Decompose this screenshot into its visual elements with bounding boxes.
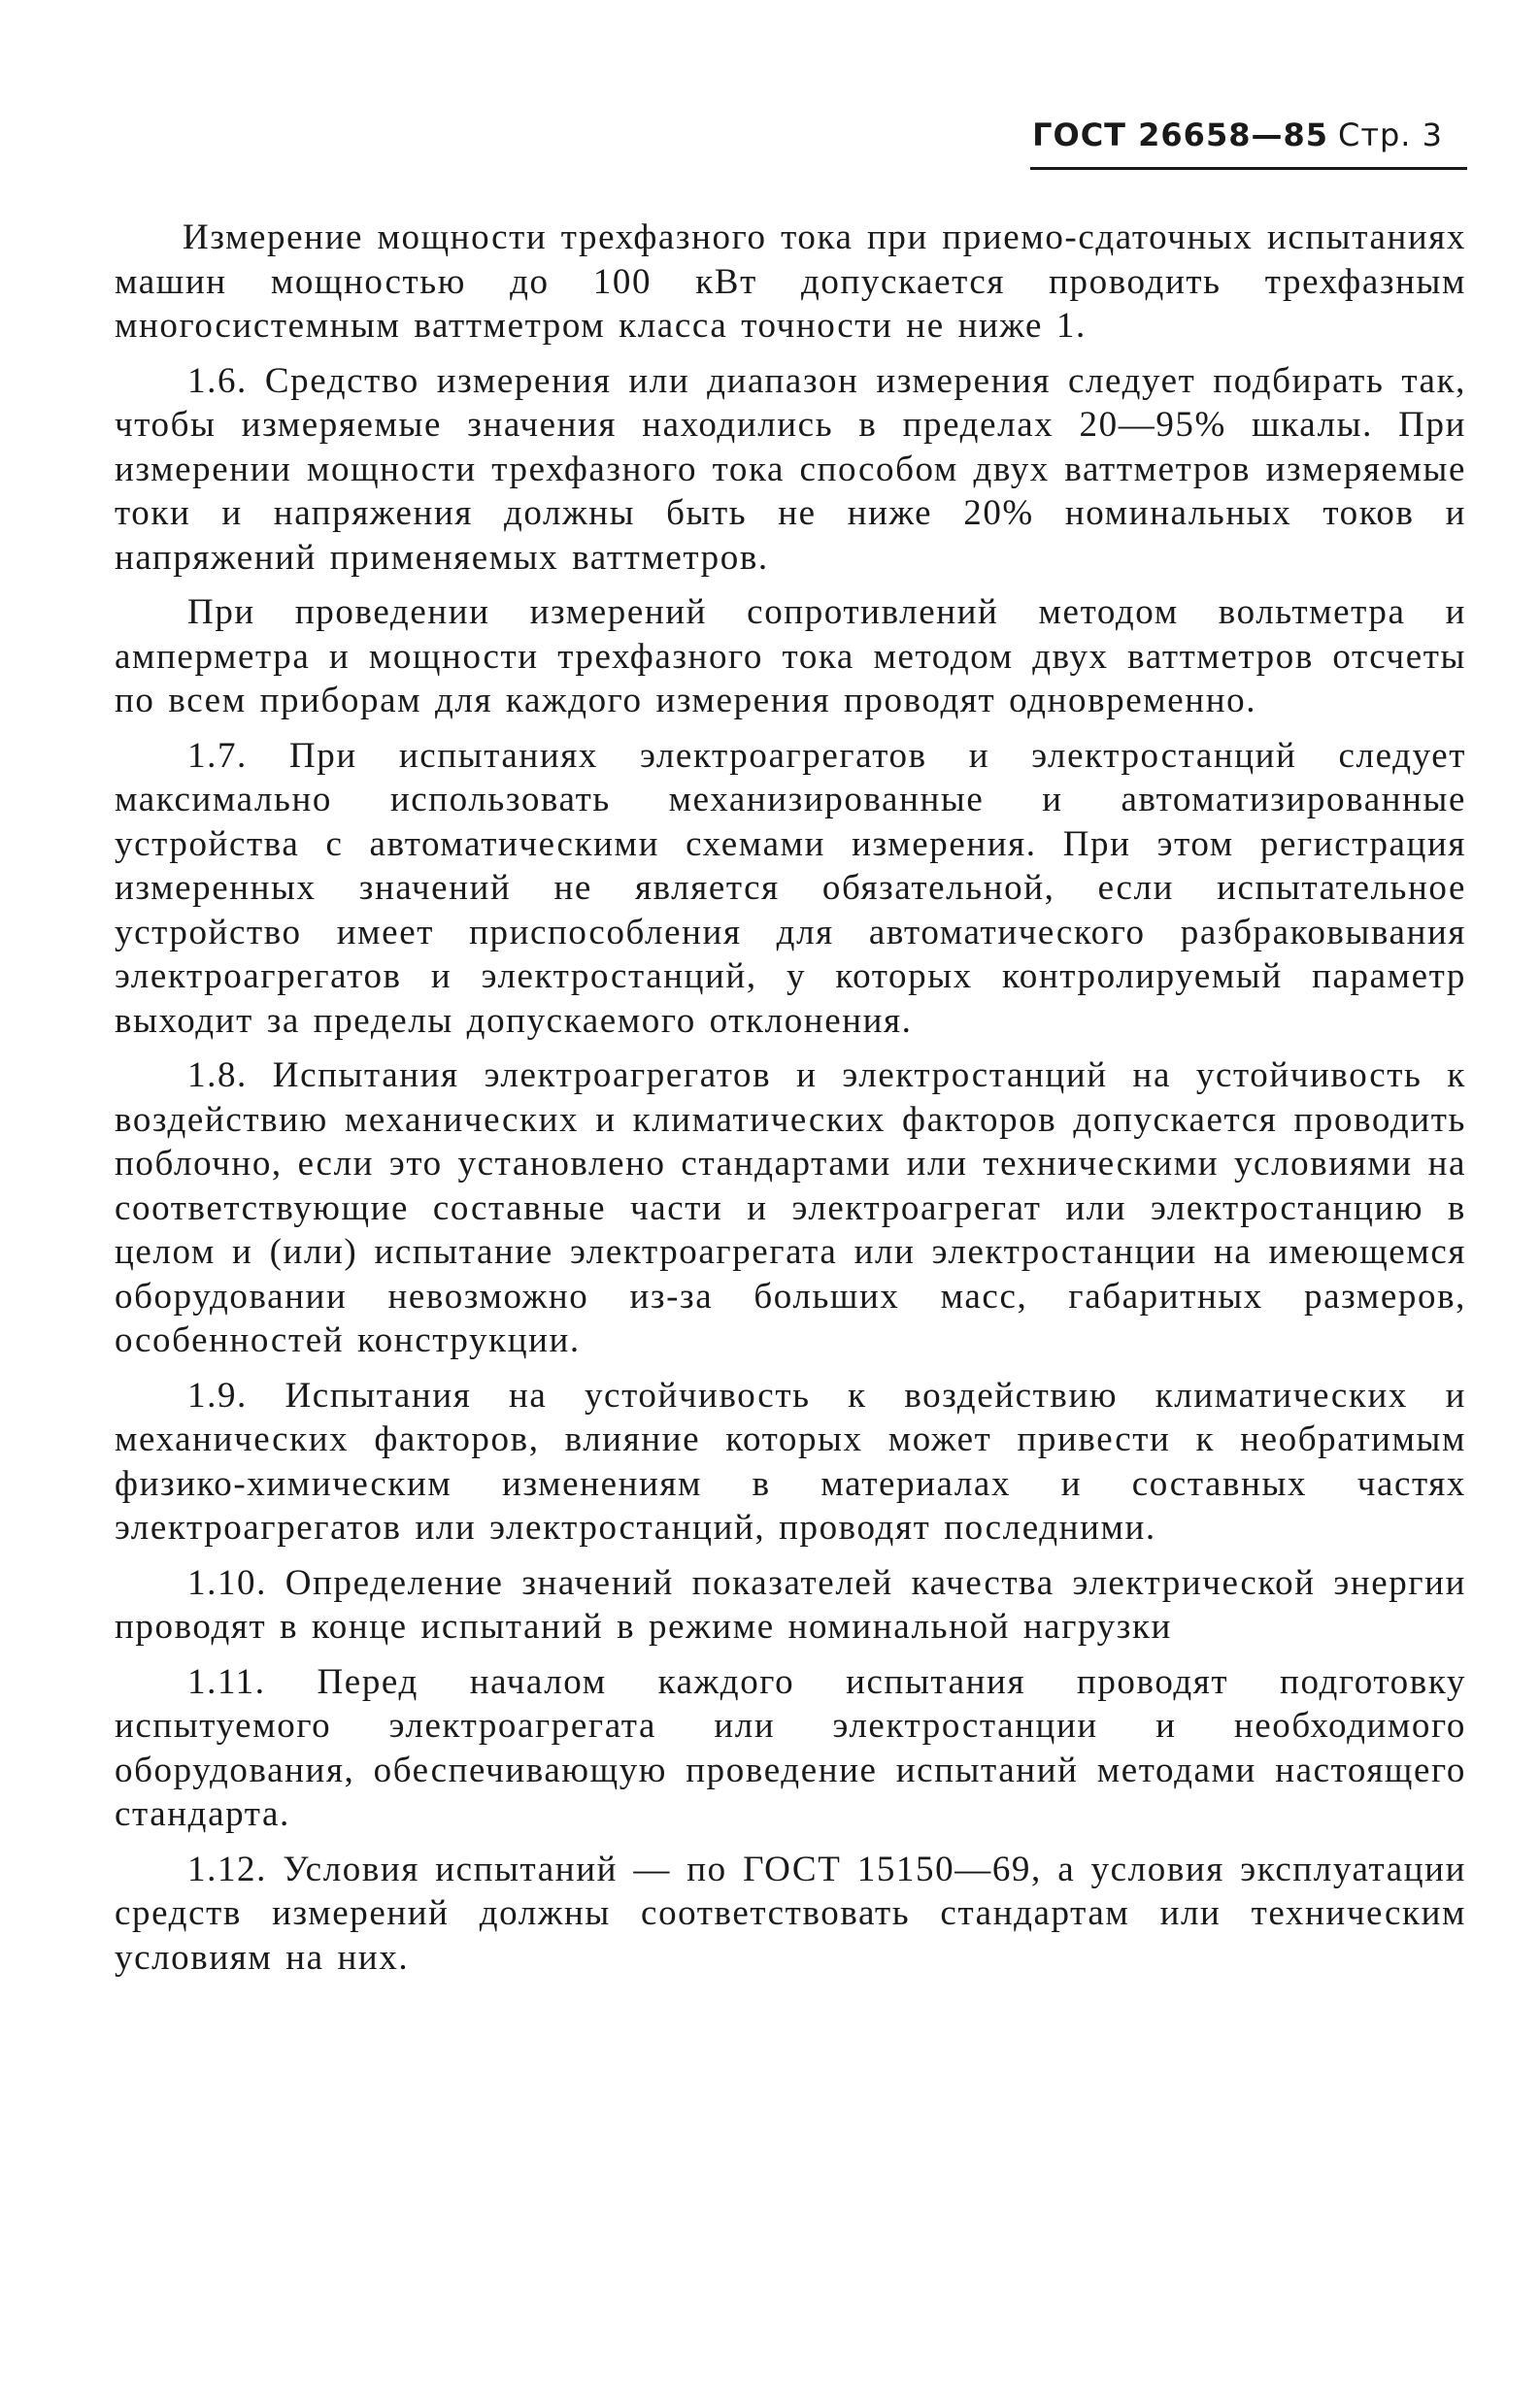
standard-number: ГОСТ 26658—85 bbox=[1032, 117, 1328, 153]
paragraph-1-10: 1.10. Определение значений показателей качества электрической энергии проводят в конце испытаний в режиме номинальной нагрузки bbox=[115, 1562, 1466, 1647]
paragraph-1-11: 1.11. Перед началом каждого испытания проводят подготовку испытуемого электроагрегата или электростанции и необходимого оборудования, обеспечивающую проведение испытаний методами настоящего стандарта. bbox=[115, 1661, 1466, 1834]
paragraph-power-measurement: Измерение мощности трехфазного тока при приемо-сдаточных испытаниях машин мощностью до 100 кВт допускается проводить трехфазным многосистемным ваттметром класса точности не ниже 1. bbox=[115, 217, 1466, 346]
header-rule bbox=[1030, 167, 1467, 170]
paragraph-1-7: 1.7. При испытаниях электроагрегатов и электростанций следует максимально использовать механизированные и автоматизированные устройства с автоматическими схемами измерения. При этом регистрация измеренных значений не является обязательной, если испытательное устройство имеет приспособления для автоматического разбраковывания электроагрегатов и электростанций, у которых контролируемый параметр выходит за пределы допускаемого отклонения. bbox=[115, 735, 1466, 1041]
body-text bbox=[115, 216, 1466, 1990]
page-header bbox=[1025, 117, 1443, 153]
paragraph-1-6: 1.6. Средство измерения или диапазон измерения следует подбирать так, чтобы измеряемые значения находились в пределах 20—95% шкалы. При измерении мощности трехфазного тока способом двух ваттметров измеряемые токи и напряжения должны быть не ниже 20% номинальных токов и напряжений применяемых ваттметров. bbox=[115, 360, 1466, 578]
paragraph-1-9: 1.9. Испытания на устойчивость к воздействию климатических и механических факторов, влияние которых может привести к необратимым физико-химическим изменениям в материалах и составных частях электроагрегатов или электростанций, проводят последними. bbox=[115, 1375, 1466, 1548]
paragraph-simultaneous-readings: При проведении измерений сопротивлений методом вольтметра и амперметра и мощности трехфазного тока методом двух ваттметров отсчеты по всем приборам для каждого измерения проводят одновременно. bbox=[115, 592, 1466, 720]
page-number: Стр. 3 bbox=[1338, 117, 1443, 153]
paragraph-1-8: 1.8. Испытания электроагрегатов и электростанций на устойчивость к воздействию механических и климатических факторов допускается проводить поблочно, если это установлено стандартами или техническими условиями на соответствующие составные части и электроагрегат или электростанцию в целом и (или) испытание электроагрегата или электростанции на имеющемся оборудовании невозможно из-за больших масс, габаритных размеров, особенностей конструкции. bbox=[115, 1055, 1466, 1360]
paragraph-1-12: 1.12. Условия испытаний — по ГОСТ 15150—69, а условия эксплуатации средств измерений должны соответствовать стандартам или техническим условиям на них. bbox=[115, 1849, 1466, 1978]
